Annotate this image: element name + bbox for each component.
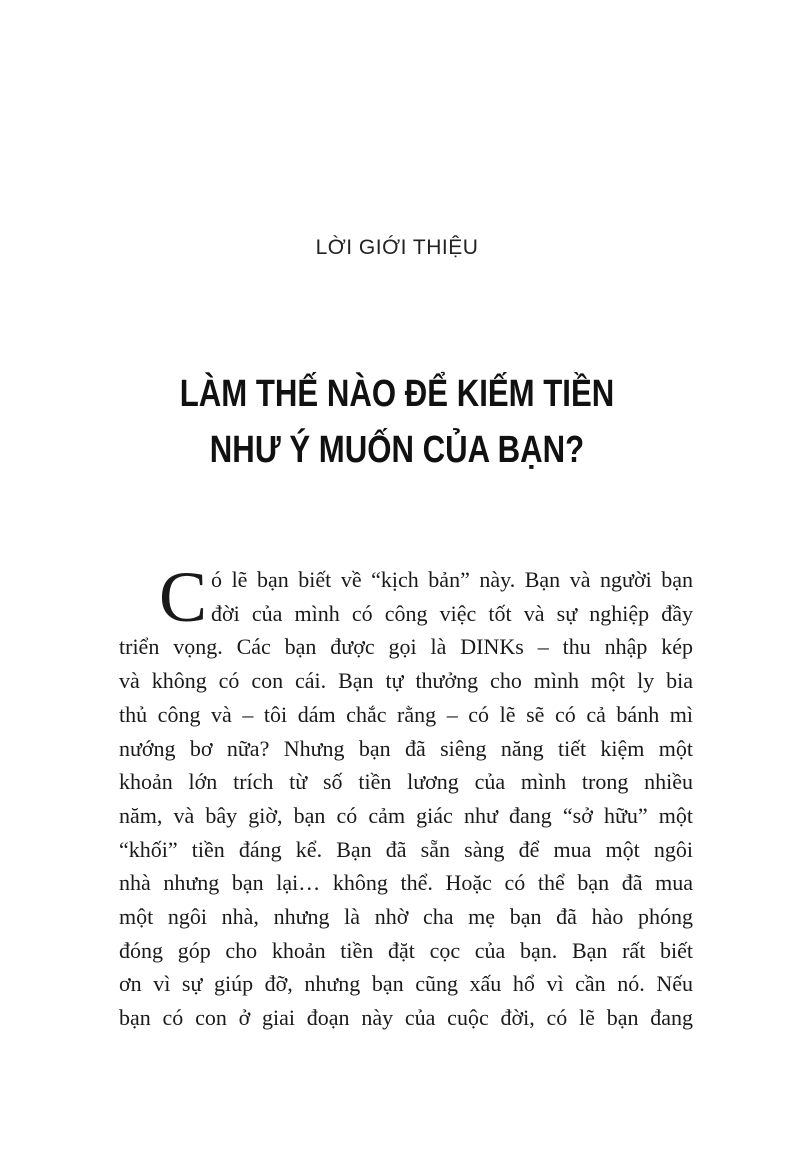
- drop-cap: C: [159, 557, 208, 637]
- chapter-title-line-1: LÀM THẾ NÀO ĐỂ KIẾM TIỀN: [179, 373, 615, 415]
- body-line: đóng góp cho khoản tiền đặt cọc của bạn. Bạn rất biết: [119, 937, 693, 963]
- body-line: đời của mình có công việc tốt và sự nghiệp đầy: [211, 600, 693, 626]
- section-label: LỜI GIỚI THIỆU: [315, 236, 479, 259]
- body-line: nhà nhưng bạn lại… không thể. Hoặc có thể bạn đã mua: [119, 870, 693, 896]
- body-line: “khối” tiền đáng kể. Bạn đã sẵn sàng để mua một ngôi: [119, 836, 693, 862]
- body-line: một ngôi nhà, nhưng là nhờ cha mẹ bạn đã hào phóng: [119, 904, 693, 930]
- body-paragraph: [119, 557, 693, 1035]
- body-line: bạn có con ở giai đoạn này của cuộc đời, có lẽ bạn đang: [119, 1005, 693, 1031]
- body-line: và không có con cái. Bạn tự thưởng cho mình một ly bia: [119, 668, 693, 694]
- body-line: triển vọng. Các bạn được gọi là DINKs – thu nhập kép: [119, 634, 693, 660]
- body-line: ó lẽ bạn biết về “kịch bản” này. Bạn và người bạn: [211, 567, 693, 592]
- chapter-title: [71, 366, 722, 478]
- body-line: thủ công và – tôi dám chắc rằng – có lẽ sẽ có cả bánh mì: [119, 701, 693, 727]
- body-line: nướng bơ nữa? Nhưng bạn đã siêng năng tiết kiệm một: [119, 735, 693, 761]
- body-line: khoản lớn trích từ số tiền lương của mình trong nhiều: [119, 769, 693, 795]
- body-line: năm, và bây giờ, bạn có cảm giác như đang “sở hữu” một: [119, 802, 693, 828]
- chapter-title-line-2: NHƯ Ý MUỐN CỦA BẠN?: [209, 429, 585, 471]
- body-line: ơn vì sự giúp đỡ, nhưng bạn cũng xấu hổ vì cần nó. Nếu: [119, 971, 693, 997]
